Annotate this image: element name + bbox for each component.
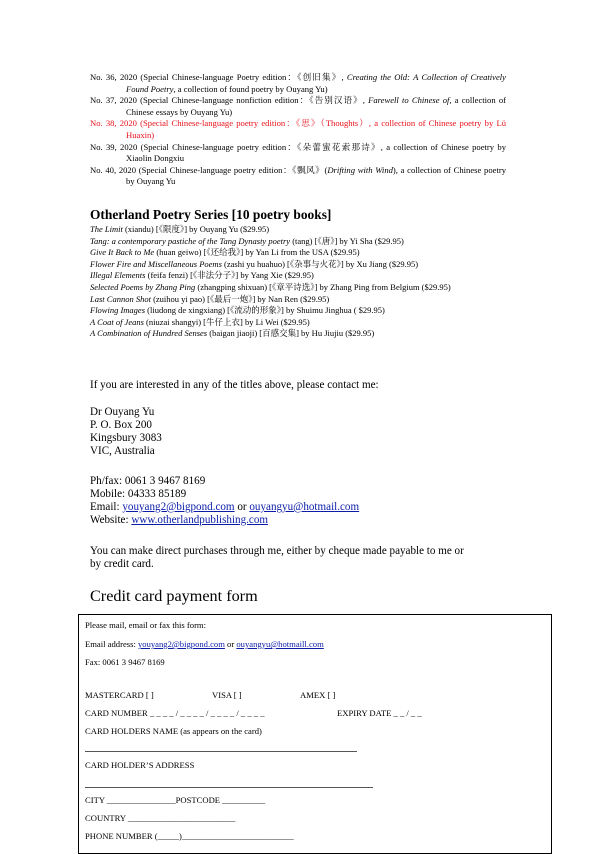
contact-mobile: Mobile: 04333 85189 — [90, 487, 187, 500]
book-details: (liudong de xingxiang) [《流动的形象》] by Shuimu Jinghua ( $29.95) — [145, 305, 385, 316]
entry-text: (Special Chinese-language poetry edition：《飘风》( — [138, 164, 328, 175]
book-details: (zhangping shixuan) [《章平诗选》] by Zhang Ping from Belgium ($29.95) — [195, 281, 451, 292]
series-entry — [90, 95, 506, 118]
card-number-field[interactable]: CARD NUMBER _ _ _ _ / _ _ _ _ / _ _ _ _ / _ _ _ _ — [85, 708, 265, 718]
entry-text: (Special Chinese-language nonfiction edition：《告别汉语》, — [140, 95, 369, 106]
book-details: (niuzai shangyi) [牛仔上衣] by Li Wei ($29.95) — [143, 316, 310, 327]
book-item — [90, 224, 510, 236]
entry-number: No. 36, 2020 — [90, 72, 138, 82]
contact-state: VIC, Australia — [90, 444, 155, 457]
series-entry-highlighted — [90, 118, 506, 141]
book-title: Tang: a contemporary pastiche of the Tang Dynasty poetry — [90, 235, 291, 246]
email-link-bigpond[interactable]: youyang2@bigpond.com — [122, 500, 235, 513]
credit-card-form — [78, 614, 552, 854]
book-item — [90, 236, 510, 248]
contact-details — [90, 475, 359, 527]
book-item — [90, 317, 510, 329]
visa-option[interactable]: VISA [ ] — [212, 690, 242, 700]
book-title: Give It Back to Me — [90, 247, 155, 258]
form-email-link-hotmail[interactable]: ouyangyu@hotmaill.com — [236, 639, 324, 649]
purchase-line: by credit card. — [90, 557, 154, 570]
contact-website-line — [90, 514, 359, 527]
book-details: (xiandu) [《限度》] by Ouyang Yu ($29.95) — [122, 224, 270, 234]
book-item — [90, 305, 510, 317]
entry-number: No. 40, 2020 — [90, 164, 137, 175]
email-or: or — [234, 500, 250, 513]
book-title: A Combination of Hundred Senses — [90, 328, 208, 339]
email-link-hotmail[interactable]: ouyangyu@hotmail.com — [249, 500, 360, 513]
entry-number: No. 37, 2020 — [90, 95, 137, 106]
book-details: (baigan jiaoji) [百感交集] by Hu Jiujiu ($29.95) — [207, 328, 375, 339]
entry-number: No. 38, 2020 — [90, 118, 137, 129]
contact-pobox: P. O. Box 200 — [90, 418, 152, 431]
card-holders-address-label: CARD HOLDER’S ADDRESS — [85, 760, 195, 770]
poetry-book-list — [90, 224, 510, 340]
entry-text: , a collection of found poetry by Ouyang Yu) — [173, 83, 328, 94]
credit-card-heading: Credit card payment form — [90, 587, 258, 605]
form-email-link-bigpond[interactable]: youyang2@bigpond.com — [137, 639, 225, 649]
city-postcode-field[interactable]: CITY ________________POSTCODE __________ — [85, 795, 266, 805]
entry-title: Drifting with Wind — [327, 164, 393, 175]
mastercard-option[interactable]: MASTERCARD [ ] — [85, 690, 154, 700]
book-details: (zashi yu huahuo) [《杂事与火花》] by Xu Jiang ($29.95) — [221, 258, 419, 269]
book-details: (feifa fenzi) [《非法分子》] by Yang Xie ($29.95) — [145, 270, 314, 281]
website-link[interactable]: www.otherlandpublishing.com — [131, 513, 269, 526]
entry-text: a collection of Chinese essays by Ouyang Yu) — [126, 95, 506, 117]
book-title: A Coat of Jeans — [90, 316, 144, 327]
card-holders-address-line[interactable] — [85, 787, 373, 788]
book-title: Illegal Elements — [90, 270, 146, 281]
contact-intro: If you are interested in any of the titles above, please contact me: — [90, 379, 379, 391]
book-title: Last Cannon Shot — [90, 293, 151, 304]
book-item — [90, 282, 510, 294]
book-title: The Limit — [90, 224, 123, 234]
purchase-note — [90, 545, 464, 571]
form-instruction: Please mail, email or fax this form: — [85, 620, 206, 630]
contact-phfax: Ph/fax: 0061 3 9467 8169 — [90, 475, 206, 487]
contact-suburb: Kingsbury 3083 — [90, 431, 162, 444]
book-details: (zuihou yi pao) [《最后一炮》] by Nan Ren ($29.95) — [150, 293, 330, 304]
expiry-date-field[interactable]: EXPIRY DATE _ _ / _ _ — [337, 708, 422, 718]
form-email-line — [85, 639, 324, 649]
book-item — [90, 259, 510, 271]
purchase-line: You can make direct purchases through me, either by cheque made payable to me or — [90, 545, 464, 557]
entry-text: ), a collection of Chinese poetry by Ouyang Yu — [126, 164, 506, 187]
form-email-or: or — [224, 639, 237, 649]
book-details: (tang) [《唐》] by Yi Sha ($29.95) — [290, 235, 404, 246]
series-entry — [90, 142, 506, 165]
book-item — [90, 328, 510, 340]
book-title: Selected Poems by Zhang Ping — [90, 281, 196, 292]
contact-email-line — [90, 501, 359, 514]
website-label: Website: — [90, 513, 132, 526]
book-item — [90, 247, 510, 259]
book-title: Flower Fire and Miscellaneous Poems — [90, 258, 222, 269]
email-label: Email: — [90, 500, 123, 513]
entry-text: (Special Chinese-language poetry edition：《朵蕾蜜花索那诗》, a collection of Chinese poetry by Xiaolin Dongxiu — [126, 141, 506, 164]
entry-title: Creating the Old: A Collection of Creatively Found Poetry — [126, 72, 506, 94]
series-entry-list — [90, 72, 506, 188]
entry-text: (Special Chinese-language poetry edition：《思》（Thoughts）, a collection of Chinese poetry by Lü Huaxin) — [126, 118, 506, 140]
series-entry — [90, 72, 506, 95]
entry-title: Farewell to Chinese of, — [368, 95, 452, 106]
country-field[interactable]: COUNTRY _________________________ — [85, 813, 236, 823]
series-entry — [90, 165, 506, 188]
book-item — [90, 270, 510, 282]
card-holders-name-label: CARD HOLDERS NAME (as appears on the card) — [85, 726, 262, 736]
entry-number: No. 39, 2020 — [90, 141, 138, 152]
form-email-label: Email address: — [85, 639, 138, 649]
entry-text: (Special Chinese-language Poetry edition：《创旧集》, — [140, 72, 347, 82]
book-title: Flowing Images — [90, 305, 146, 316]
amex-option[interactable]: AMEX [ ] — [300, 690, 336, 700]
contact-name: Dr Ouyang Yu — [90, 406, 155, 418]
book-details: (huan geiwo) [《还给我》] by Yan Li from the USA ($29.95) — [154, 247, 360, 258]
poetry-series-heading: Otherland Poetry Series [10 poetry books] — [90, 207, 332, 222]
contact-address — [90, 406, 162, 458]
card-holders-name-line[interactable] — [85, 751, 357, 752]
form-fax: Fax: 0061 3 9467 8169 — [85, 657, 165, 667]
phone-number-field[interactable]: PHONE NUMBER (_____)__________________________ — [85, 831, 294, 841]
book-item — [90, 294, 510, 306]
